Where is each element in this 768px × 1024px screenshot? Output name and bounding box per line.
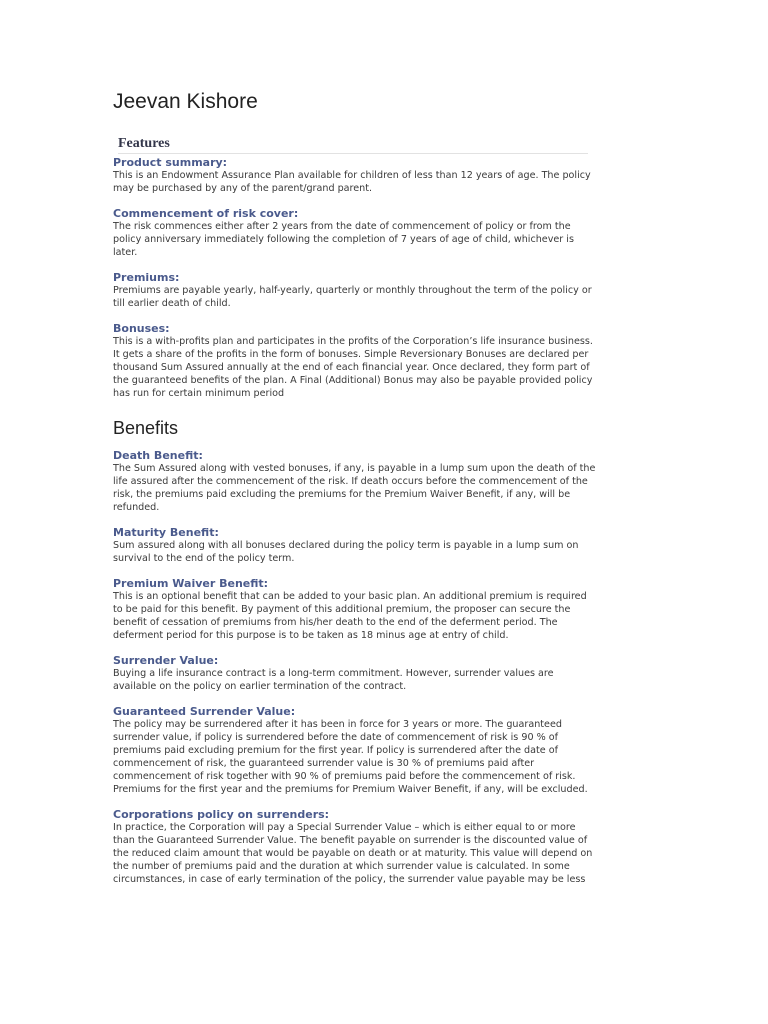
section-title: Guaranteed Surrender Value: [113, 705, 296, 718]
section-body: Buying a life insurance contract is a long-term commitment. However, surrender values are available on the policy on earlier termination of the contract. [113, 668, 554, 692]
feature-bonuses [113, 322, 658, 400]
section-body: Sum assured along with all bonuses declared during the policy term is payable in a lump sum on survival to the end of the policy term. [113, 540, 579, 564]
section-title: Commencement of risk cover: [113, 207, 299, 220]
benefit-surrender-policy [113, 808, 658, 886]
feature-risk-cover [113, 207, 658, 259]
section-title: Surrender Value: [113, 654, 219, 667]
section-title: Bonuses: [113, 322, 170, 335]
features-section [113, 156, 658, 400]
benefit-maturity [113, 526, 658, 565]
benefit-premium-waiver [113, 577, 658, 642]
benefit-death [113, 449, 658, 514]
feature-premiums [113, 271, 658, 310]
feature-product-summary [113, 156, 658, 195]
benefits-heading: Benefits [113, 418, 179, 438]
section-body: In practice, the Corporation will pay a Special Surrender Value – which is either equal to or more than the Guaranteed Surrender Value. The benefit payable on surrender is the discounted value of the reduced claim amount that would be payable on death or at maturity. This value will depend on the number of premiums paid and the duration at which surrender value is calculated. In some circumstances, in case of early termination of the policy, the surrender value payable may be less [113, 822, 593, 885]
section-body: This is an optional benefit that can be added to your basic plan. An additional premium is required to be paid for this benefit. By payment of this additional premium, the proposer can secure the benefit of cessation of premiums from his/her death to the end of the deferment period. The deferment period for this purpose is to be taken as 18 minus age at entry of child. [113, 591, 587, 641]
benefit-guaranteed-surrender [113, 705, 658, 796]
section-body: The Sum Assured along with vested bonuses, if any, is payable in a lump sum upon the death of the life assured after the commencement of the risk. If death occurs before the commencement of the risk, the premiums paid excluding the premiums for the Premium Waiver Benefit, if any, will be refunded. [113, 463, 596, 513]
section-title: Premium Waiver Benefit: [113, 577, 269, 590]
benefits-section [113, 449, 658, 886]
section-title: Death Benefit: [113, 449, 203, 462]
features-heading: Features [118, 136, 588, 154]
section-body: The risk commences either after 2 years from the date of commencement of policy or from the policy anniversary immediately following the completion of 7 years of age of child, whichever is later. [113, 221, 574, 258]
section-body: The policy may be surrendered after it has been in force for 3 years or more. The guaranteed surrender value, if policy is surrendered before the date of commencement of risk is 90 % of premiums paid excluding premium for the first year. If policy is surrendered after the date of commencement of risk, the guaranteed surrender value is 30 % of premiums paid after commencement of risk together with 90 % of premiums paid before the commencement of risk. Premiums for the first year and the premiums for Premium Waiver Benefit, if any, will be excluded. [113, 719, 588, 795]
section-title: Premiums: [113, 271, 180, 284]
document-title: Jeevan Kishore [113, 90, 258, 113]
section-title: Maturity Benefit: [113, 526, 219, 539]
benefit-surrender-value [113, 654, 658, 693]
section-title: Corporations policy on surrenders: [113, 808, 330, 821]
section-body: This is an Endowment Assurance Plan available for children of less than 12 years of age. The policy may be purchased by any of the parent/grand parent. [113, 170, 591, 194]
section-body: This is a with-profits plan and participates in the profits of the Corporation’s life insurance business. It gets a share of the profits in the form of bonuses. Simple Reversionary Bonuses are declared per thousand Sum Assured annually at the end of each financial year. Once declared, they form part of the guaranteed benefits of the plan. A Final (Additional) Bonus may also be payable provided policy has run for certain minimum period [113, 336, 593, 399]
section-title: Product summary: [113, 156, 228, 169]
section-body: Premiums are payable yearly, half-yearly, quarterly or monthly throughout the term of the policy or till earlier death of child. [113, 285, 592, 309]
